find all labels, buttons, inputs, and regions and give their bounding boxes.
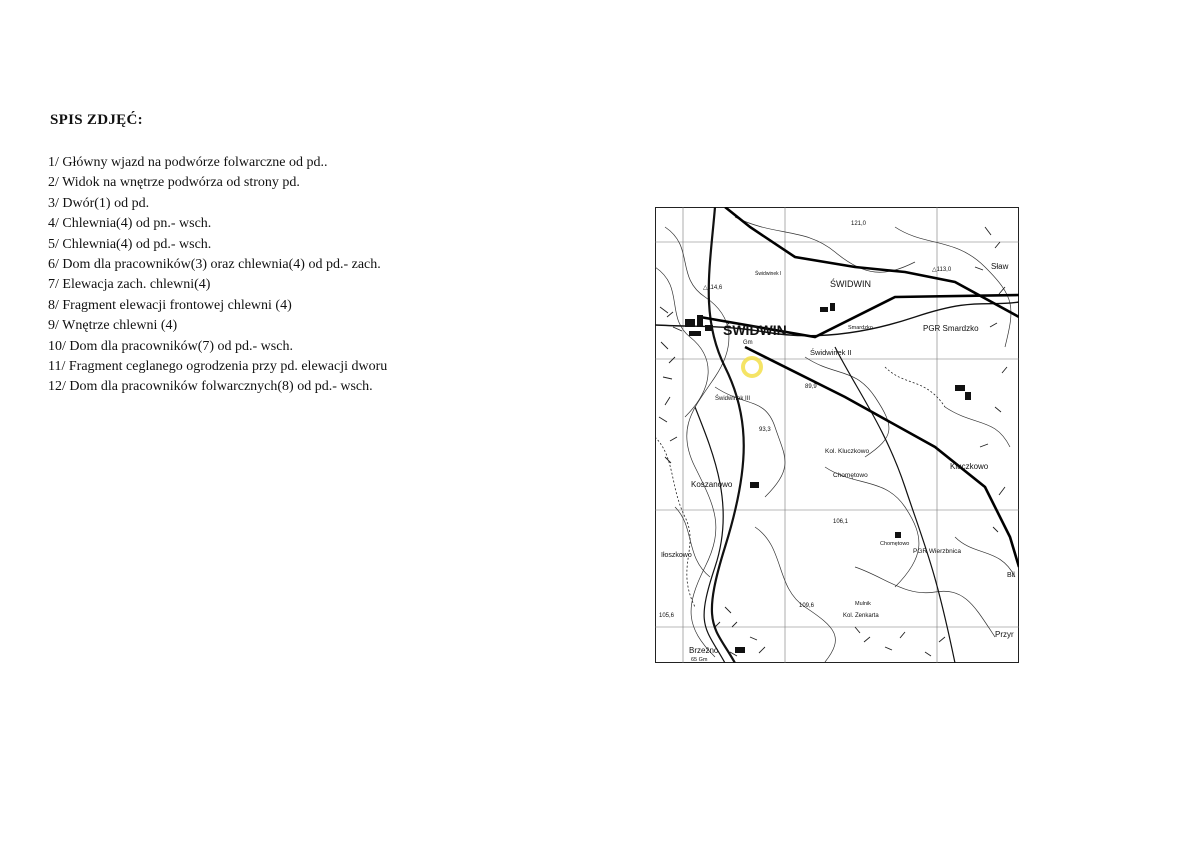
photo-list-item: 3/ Dwór(1) od pd. [48,195,150,211]
map-label-pgr-smardzko: PGR Smardzko [923,324,979,333]
map-label-height-1056: 105,6 [659,613,675,619]
map-label-chomatowo-2: Chomętowo [880,541,910,547]
map-label-height-1130: △113,0 [932,267,952,273]
photo-list-item: 4/ Chlewnia(4) od pn.- wsch. [48,216,212,232]
photo-list-item: 2/ Widok na wnętrze podwórza od strony pd. [48,175,300,191]
photo-list-item: 6/ Dom dla pracowników(3) oraz chlewnia(4) od pd.- zach. [48,257,381,273]
photo-list-item: 7/ Elewacja zach. chlewni(4) [48,277,211,293]
map-label-kluczkowo: Kluczkowo [950,462,989,471]
map-label-height-1146: △114,6 [703,285,723,291]
photo-list [48,153,387,398]
map-svg [655,207,1019,663]
map-label-kol-zenkarta: Kol. Zenkarta [843,613,879,619]
map-label-smardzko: Smardzko [848,325,873,331]
map-label-height-1061: 106,1 [833,519,849,525]
photo-list-title: SPIS ZDJĘĆ: [50,112,143,128]
map-label-gm: Gm [743,340,753,346]
photo-list-item: 5/ Chlewnia(4) od pd.- wsch. [48,236,212,252]
photo-list-item: 11/ Fragment ceglanego ogrodzenia przy pd. elewacji dworu [48,359,388,375]
map-label-kol-kluczkowo: Kol. Kluczkowo [825,448,870,455]
map-label-swidwinek-3: Świdwinek III [715,396,751,402]
map-label-przyr: Przyr [995,630,1014,639]
photo-list-item: 10/ Dom dla pracowników(7) od pd.- wsch. [48,338,293,354]
photo-list-item: 1/ Główny wjazd na podwórze folwarczne od pd.. [48,155,328,170]
map-label-slaw: Sław [991,262,1009,271]
map-label-height-899: 89,9 [805,384,817,390]
photo-list-item: 8/ Fragment elewacji frontowej chlewni (4) [48,297,292,313]
map-label-mulnik: Mulnik [855,601,871,607]
photo-list-item: 12/ Dom dla pracowników folwarcznych(8) od pd.- wsch. [48,379,373,395]
map-label-swidwinek-1: Świdwinek I [755,271,782,277]
map-label-height-1096: 109,6 [799,603,815,609]
map-label-iloszkowo: Iłoszkowo [661,552,692,559]
map-label-height-933: 93,3 [759,427,771,433]
map-label-height-1210: 121,0 [851,221,867,227]
map-label-bil: Bil [1007,572,1015,579]
map-label-swidwin: ŚWIDWIN [723,322,787,338]
map-label-swidwin-small: ŚWIDWIN [830,279,871,289]
topographic-map [655,207,1019,663]
map-label-chomatowo: Chomętowo [833,472,868,479]
photo-list-item: 9/ Wnętrze chlewni (4) [48,318,178,334]
map-label-koszanowo: Koszanowo [691,480,733,489]
map-label-pgr-wierzbnica: PGR Wierzbnica [913,548,962,555]
map-label-brzezno-gm: 65 Gm [691,657,708,663]
map-label-swidwinek-2: Świdwinek II [810,348,852,357]
map-label-brzezno: Brzeźno [689,646,719,655]
